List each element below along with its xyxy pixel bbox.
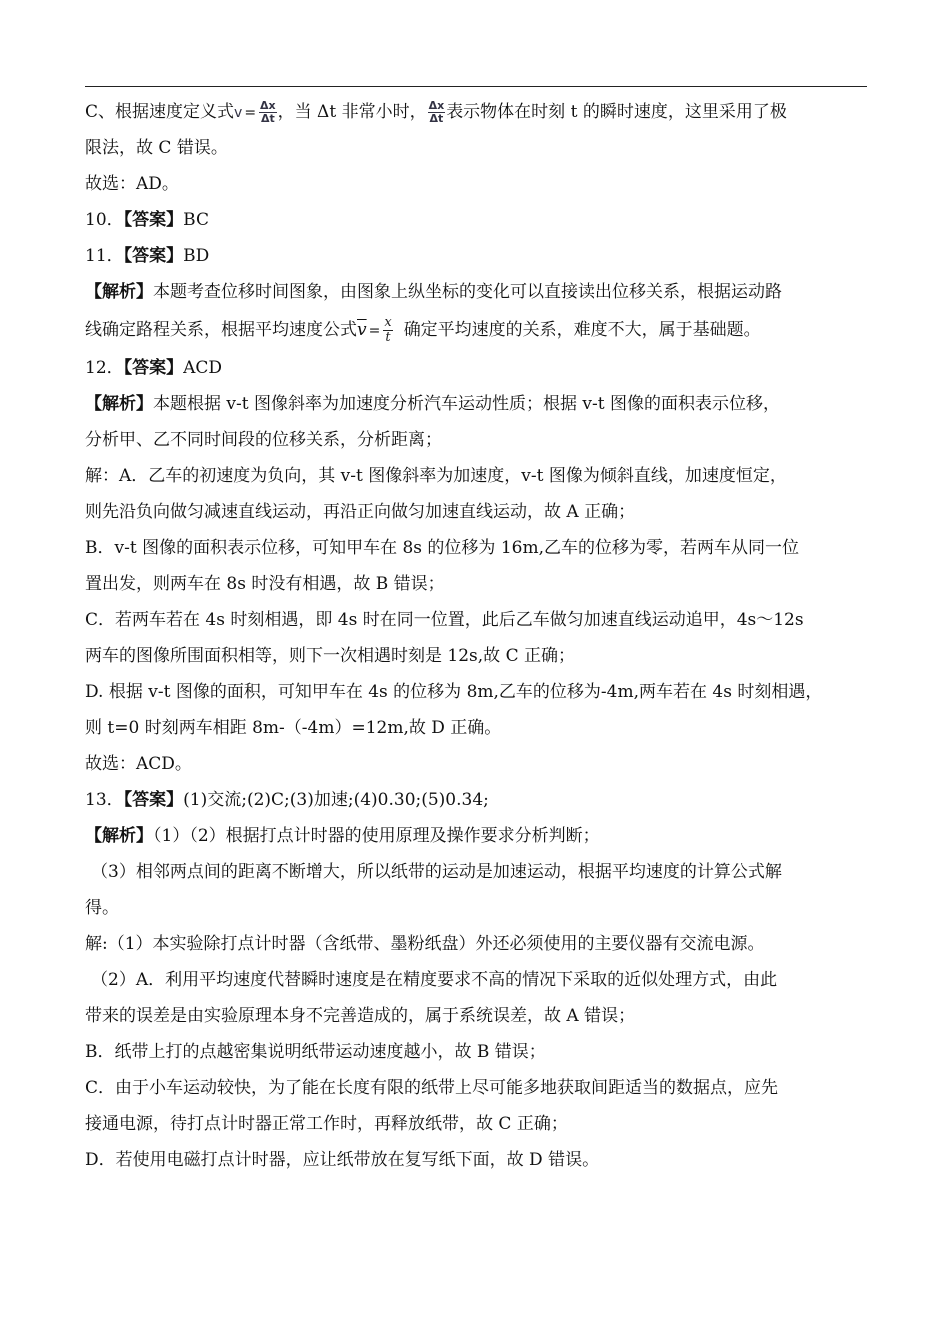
analysis-line bbox=[85, 818, 875, 854]
question-number: 10． bbox=[85, 210, 124, 230]
text-line bbox=[85, 422, 875, 458]
question-number: 11． bbox=[85, 246, 124, 266]
text-line bbox=[85, 1106, 875, 1142]
text-segment: 线确定路程关系，根据平均速度公式 bbox=[85, 320, 357, 340]
text-segment: D. 根据 v-t 图像的面积，可知甲车在 4s 的位移为 8m,乙车的位移为-4m,两车若在 4s 时刻相遇， bbox=[85, 682, 823, 702]
text-segment: 表示物体在时刻 t 的瞬时速度，这里采用了极 bbox=[446, 102, 787, 122]
text-segment: B．v-t 图像的面积表示位移，可知甲车在 8s 的位移为 16m,乙车的位移为零，若两车从同一位 bbox=[85, 538, 799, 558]
text-segment: C、根据速度定义式 bbox=[85, 102, 235, 122]
text-line bbox=[85, 566, 875, 602]
equals-sign: = bbox=[368, 323, 381, 339]
text-line bbox=[85, 962, 875, 998]
text-line bbox=[85, 166, 875, 202]
text-line bbox=[85, 746, 875, 782]
answer-value: BD bbox=[183, 246, 210, 266]
analysis-line bbox=[85, 274, 875, 310]
denominator: t bbox=[385, 330, 391, 345]
fraction-dx-dt bbox=[259, 100, 277, 125]
text-segment: 则 t=0 时刻两车相距 8m-（-4m）=12m,故 D 正确。 bbox=[85, 718, 502, 738]
average-velocity-symbol: $\overline{v}$ bbox=[357, 320, 367, 340]
header-rule bbox=[85, 86, 867, 87]
text-line bbox=[85, 890, 875, 926]
answer-line-12 bbox=[85, 350, 875, 386]
question-number: 13． bbox=[85, 790, 124, 810]
text-line bbox=[85, 1034, 875, 1070]
answer-label: 【答案】 bbox=[123, 246, 184, 266]
text-segment: 本题根据 v-t 图像斜率为加速度分析汽车运动性质；根据 v-t 图像的面积表示位移， bbox=[153, 394, 780, 414]
text-segment: 限法，故 C 错误。 bbox=[85, 138, 228, 158]
text-line bbox=[85, 926, 875, 962]
text-segment: 得。 bbox=[85, 898, 119, 918]
text-segment: C．若两车若在 4s 时刻相遇，即 4s 时在同一位置，此后乙车做匀加速直线运动追甲，4s～12s bbox=[85, 610, 804, 630]
fraction-dx-dt bbox=[428, 100, 446, 125]
text-segment: 置出发，则两车在 8s 时没有相遇，故 B 错误； bbox=[85, 574, 445, 594]
text-segment: 带来的误差是由实验原理本身不完善造成的，属于系统误差，故 A 错误； bbox=[85, 1006, 636, 1026]
answer-label: 【答案】 bbox=[123, 210, 184, 230]
text-segment: 解：A．乙车的初速度为负向，其 v-t 图像斜率为加速度，v-t 图像为倾斜直线，加速度恒定， bbox=[85, 466, 787, 486]
answer-value: BC bbox=[183, 210, 209, 230]
numerator: Δx bbox=[428, 99, 445, 112]
text-line bbox=[85, 458, 875, 494]
answer-value: (1)交流;(2)C;(3)加速;(4)0.30;(5)0.34; bbox=[183, 790, 489, 810]
text-line bbox=[85, 310, 875, 350]
answer-label: 【答案】 bbox=[123, 358, 184, 378]
analysis-line bbox=[85, 386, 875, 422]
text-line bbox=[85, 638, 875, 674]
text-segment: C．由于小车运动较快，为了能在长度有限的纸带上尽可能多地获取间距适当的数据点，应先 bbox=[85, 1078, 779, 1098]
text-segment: 分析甲、乙不同时间段的位移关系，分析距离； bbox=[85, 430, 442, 450]
text-segment: （2）A．利用平均速度代替瞬时速度是在精度要求不高的情况下采取的近似处理方式，由此 bbox=[91, 970, 778, 990]
text-line bbox=[85, 854, 875, 890]
answer-line-10 bbox=[85, 202, 875, 238]
text-line bbox=[85, 94, 875, 130]
velocity-symbol: v bbox=[234, 105, 243, 121]
text-line bbox=[85, 998, 875, 1034]
document-body bbox=[85, 94, 875, 1178]
text-segment: ，当 Δt 非常小时， bbox=[277, 102, 427, 122]
text-line bbox=[85, 1142, 875, 1178]
text-segment: 则先沿负向做匀减速直线运动，再沿正向做匀加速直线运动，故 A 正确； bbox=[85, 502, 636, 522]
text-segment: 接通电源，待打点计时器正常工作时，再释放纸带，故 C 正确； bbox=[85, 1114, 568, 1134]
text-segment: 故选：AD。 bbox=[85, 174, 179, 194]
text-line bbox=[85, 494, 875, 530]
text-segment: 故选：ACD。 bbox=[85, 754, 192, 774]
text-segment: 两车的图像所围面积相等，则下一次相遇时刻是 12s,故 C 正确； bbox=[85, 646, 575, 666]
denominator: Δt bbox=[260, 112, 275, 125]
text-line bbox=[85, 710, 875, 746]
text-line bbox=[85, 530, 875, 566]
text-segment: 解:（1）本实验除打点计时器（含纸带、墨粉纸盘）外还必须使用的主要仪器有交流电源。 bbox=[85, 934, 765, 954]
answer-value: ACD bbox=[183, 358, 223, 378]
text-line bbox=[85, 674, 875, 710]
text-line bbox=[85, 130, 875, 166]
question-number: 12． bbox=[85, 358, 124, 378]
analysis-label: 【解析】 bbox=[85, 394, 153, 414]
text-segment: 本题考查位移时间图象，由图象上纵坐标的变化可以直接读出位移关系，根据运动路 bbox=[153, 282, 782, 302]
denominator: Δt bbox=[429, 112, 444, 125]
equals-sign: = bbox=[244, 105, 257, 121]
analysis-label: 【解析】 bbox=[85, 826, 153, 846]
answer-line-13 bbox=[85, 782, 875, 818]
numerator: Δx bbox=[260, 99, 276, 112]
text-segment: D．若使用电磁打点计时器，应让纸带放在复写纸下面，故 D 错误。 bbox=[85, 1150, 600, 1170]
answer-line-11 bbox=[85, 238, 875, 274]
answer-label: 【答案】 bbox=[123, 790, 184, 810]
text-segment: B．纸带上打的点越密集说明纸带运动速度越小，故 B 错误； bbox=[85, 1042, 546, 1062]
text-line bbox=[85, 1070, 875, 1106]
text-segment: （3）相邻两点间的距离不断增大，所以纸带的运动是加速运动，根据平均速度的计算公式解 bbox=[91, 862, 782, 882]
text-segment: 确定平均速度的关系，难度不大，属于基础题。 bbox=[403, 320, 761, 340]
text-segment: （1）（2）根据打点计时器的使用原理及操作要求分析判断； bbox=[153, 826, 600, 846]
text-line bbox=[85, 602, 875, 638]
analysis-label: 【解析】 bbox=[85, 282, 153, 302]
numerator: x bbox=[384, 315, 392, 330]
fraction-x-t bbox=[383, 316, 392, 345]
